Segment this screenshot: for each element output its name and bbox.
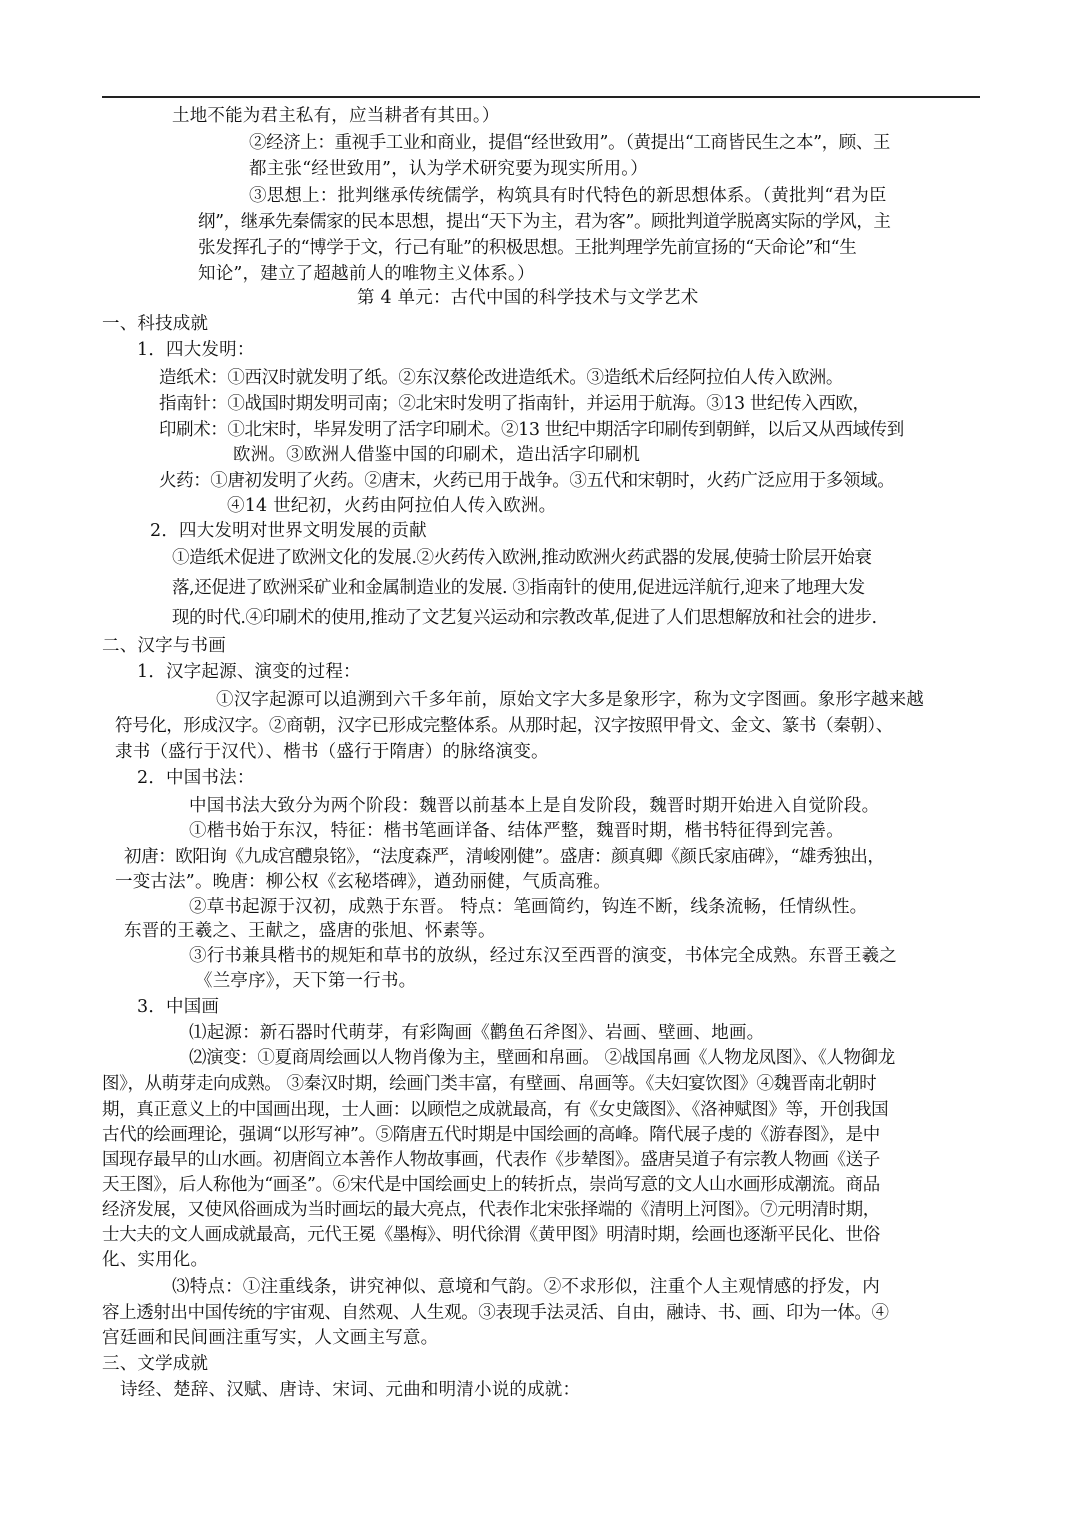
text-line: 知论”，建立了超越前人的唯物主义体系。）: [198, 264, 535, 284]
text-line: 化、实用化。: [102, 1250, 209, 1270]
text-line: 隶书（盛行于汉代）、楷书（盛行于隋唐）的脉络演变。: [115, 742, 549, 762]
text-line: 现的时代.④印刷术的使用,推动了文艺复兴运动和宗教改革,促进了人们思想解放和社会的进步.: [172, 608, 877, 628]
text-line: 期，真正意义上的中国画出现，士人画：以顾恺之成就最高，有《女史箴图》、《洛神赋图》等，开创我国: [102, 1100, 889, 1120]
text-line: 宫廷画和民间画注重写实，人文画主写意。: [102, 1328, 439, 1348]
text-line: ②草书起源于汉初，成熟于东晋。 特点：笔画简约，钩连不断，线条流畅，任情纵性。: [189, 897, 868, 917]
section-heading: 三、文学成就: [102, 1354, 209, 1374]
text-line: ⑴起源：新石器时代萌芽，有彩陶画《鹳鱼石斧图》、岩画、壁画、地画。: [189, 1023, 765, 1043]
text-line: 古代的绘画理论，强调“以形写神”。⑤隋唐五代时期是中国绘画的高峰。隋代展子虔的《游春图》，是中: [102, 1125, 880, 1145]
text-line: ⑶特点：①注重线条，讲究神似、意境和气韵。②不求形似，注重个人主观情感的抒发，内: [172, 1277, 880, 1297]
text-line: 印刷术：①北宋时，毕昇发明了活字印刷术。②13 世纪中期活字印刷传到朝鲜，以后又从西域传到: [159, 420, 904, 440]
subsection-heading: 3．中国画: [137, 997, 220, 1017]
text-line: 国现存最早的山水画。初唐阎立本善作人物故事画，代表作《步辇图》。盛唐吴道子有宗教人物画《送子: [102, 1150, 880, 1170]
subsection-heading: 2．四大发明对世界文明发展的贡献: [150, 521, 427, 541]
text-line: 诗经、楚辞、汉赋、唐诗、宋词、元曲和明清小说的成就：: [120, 1380, 581, 1400]
text-line: ③思想上：批判继承传统儒学，构筑具有时代特色的新思想体系。（黄批判“君为臣: [249, 186, 887, 206]
text-line: 符号化，形成汉字。②商朝，汉字已形成完整体系。从那时起，汉字按照甲骨文、金文、篆书（秦朝）、: [115, 716, 893, 736]
text-line: 指南针：①战国时期发明司南；②北宋时发明了指南针，并运用于航海。③13 世纪传入西欧，: [159, 394, 870, 414]
text-line: 经济发展，又使风俗画成为当时画坛的最大亮点，代表作北宋张择端的《清明上河图》。⑦元明清时期，: [102, 1200, 880, 1220]
text-line: 初唐：欧阳询《九成宫醴泉铭》，“法度森严，清峻刚健”。盛唐：颜真卿《颜氏家庙碑》，“雄秀独出，: [124, 847, 885, 867]
text-line: 纲”，继承先秦儒家的民本思想，提出“天下为主，君为客”。顾批判道学脱离实际的学风，主: [198, 212, 891, 232]
text-line: ②经济上：重视手工业和商业，提倡“经世致用”。（黄提出“工商皆民生之本”，顾、王: [249, 133, 891, 153]
text-line: ④14 世纪初，火药由阿拉伯人传入欧洲。: [227, 496, 557, 516]
text-line: 图》，从萌芽走向成熟。 ③秦汉时期，绘画门类丰富，有壁画、帛画等。《夫妇宴饮图》④魏晋南北朝时: [102, 1074, 877, 1094]
text-line: 一变古法”。晚唐：柳公权《玄秘塔碑》，遒劲丽健，气质高雅。: [115, 872, 611, 892]
text-line: 东晋的王羲之、王献之，盛唐的张旭、怀素等。: [124, 921, 496, 941]
text-line: ①造纸术促进了欧洲文化的发展.②火药传入欧洲,推动欧洲火药武器的发展,使骑士阶层开始衰: [172, 548, 872, 568]
text-line: ③行书兼具楷书的规矩和草书的放纵，经过东汉至西晋的演变，书体完全成熟。东晋王羲之: [189, 946, 897, 966]
subsection-heading: 1．四大发明：: [137, 340, 255, 360]
text-line: ⑵演变：①夏商周绘画以人物肖像为主，壁画和帛画。 ②战国帛画《人物龙凤图》、《人物御龙: [189, 1048, 895, 1068]
subsection-heading: 1．汉字起源、演变的过程：: [137, 662, 361, 682]
unit-title: 第 4 单元：古代中国的科学技术与文学艺术: [357, 288, 699, 308]
text-line: 容上透射出中国传统的宇宙观、自然观、人生观。③表现手法灵活、自由，融诗、书、画、印为一体。④: [102, 1303, 889, 1323]
text-line: 造纸术：①西汉时就发明了纸。②东汉蔡伦改进造纸术。③造纸术后经阿拉伯人传入欧洲。: [159, 368, 843, 388]
text-line: ①楷书始于东汉，特征：楷书笔画详备、结体严整，魏晋时期，楷书特征得到完善。: [189, 821, 844, 841]
text-line: 火药：①唐初发明了火药。②唐末，火药已用于战争。③五代和宋朝时，火药广泛应用于多领域。: [159, 471, 895, 491]
text-line: 天王图》，后人称他为“画圣”。⑥宋代是中国绘画史上的转折点，崇尚写意的文人山水画形成潮流。商品: [102, 1175, 880, 1195]
text-line: 中国书法大致分为两个阶段：魏晋以前基本上是自发阶段，魏晋时期开始进入自觉阶段。: [189, 796, 880, 816]
text-line: ①汉字起源可以追溯到六千多年前，原始文字大多是象形字，称为文字图画。象形字越来越: [216, 690, 924, 710]
text-line: 落,还促进了欧洲采矿业和金属制造业的发展. ③指南针的使用,促进远洋航行,迎来了地理大发: [172, 578, 865, 598]
text-line: 欧洲。③欧洲人借鉴中国的印刷术，造出活字印刷机: [233, 445, 641, 465]
header-rule: [102, 96, 980, 98]
section-heading: 二、汉字与书画: [102, 636, 226, 656]
text-line: 都主张“经世致用”，认为学术研究要为现实所用。）: [249, 159, 648, 179]
text-line: 士大夫的文人画成就最高，元代王冕《墨梅》、明代徐渭《黄甲图》明清时期，绘画也逐渐平民化、世俗: [102, 1225, 880, 1245]
section-heading: 一、科技成就: [102, 314, 209, 334]
text-line: 张发挥孔子的“博学于文，行己有耻”的积极思想。王批判理学先前宣扬的“天命论”和“生: [198, 238, 857, 258]
text-line: 《兰亭序》，天下第一行书。: [195, 971, 417, 991]
text-line: 土地不能为君主私有，应当耕者有其田。）: [172, 106, 500, 126]
subsection-heading: 2．中国书法：: [137, 768, 255, 788]
